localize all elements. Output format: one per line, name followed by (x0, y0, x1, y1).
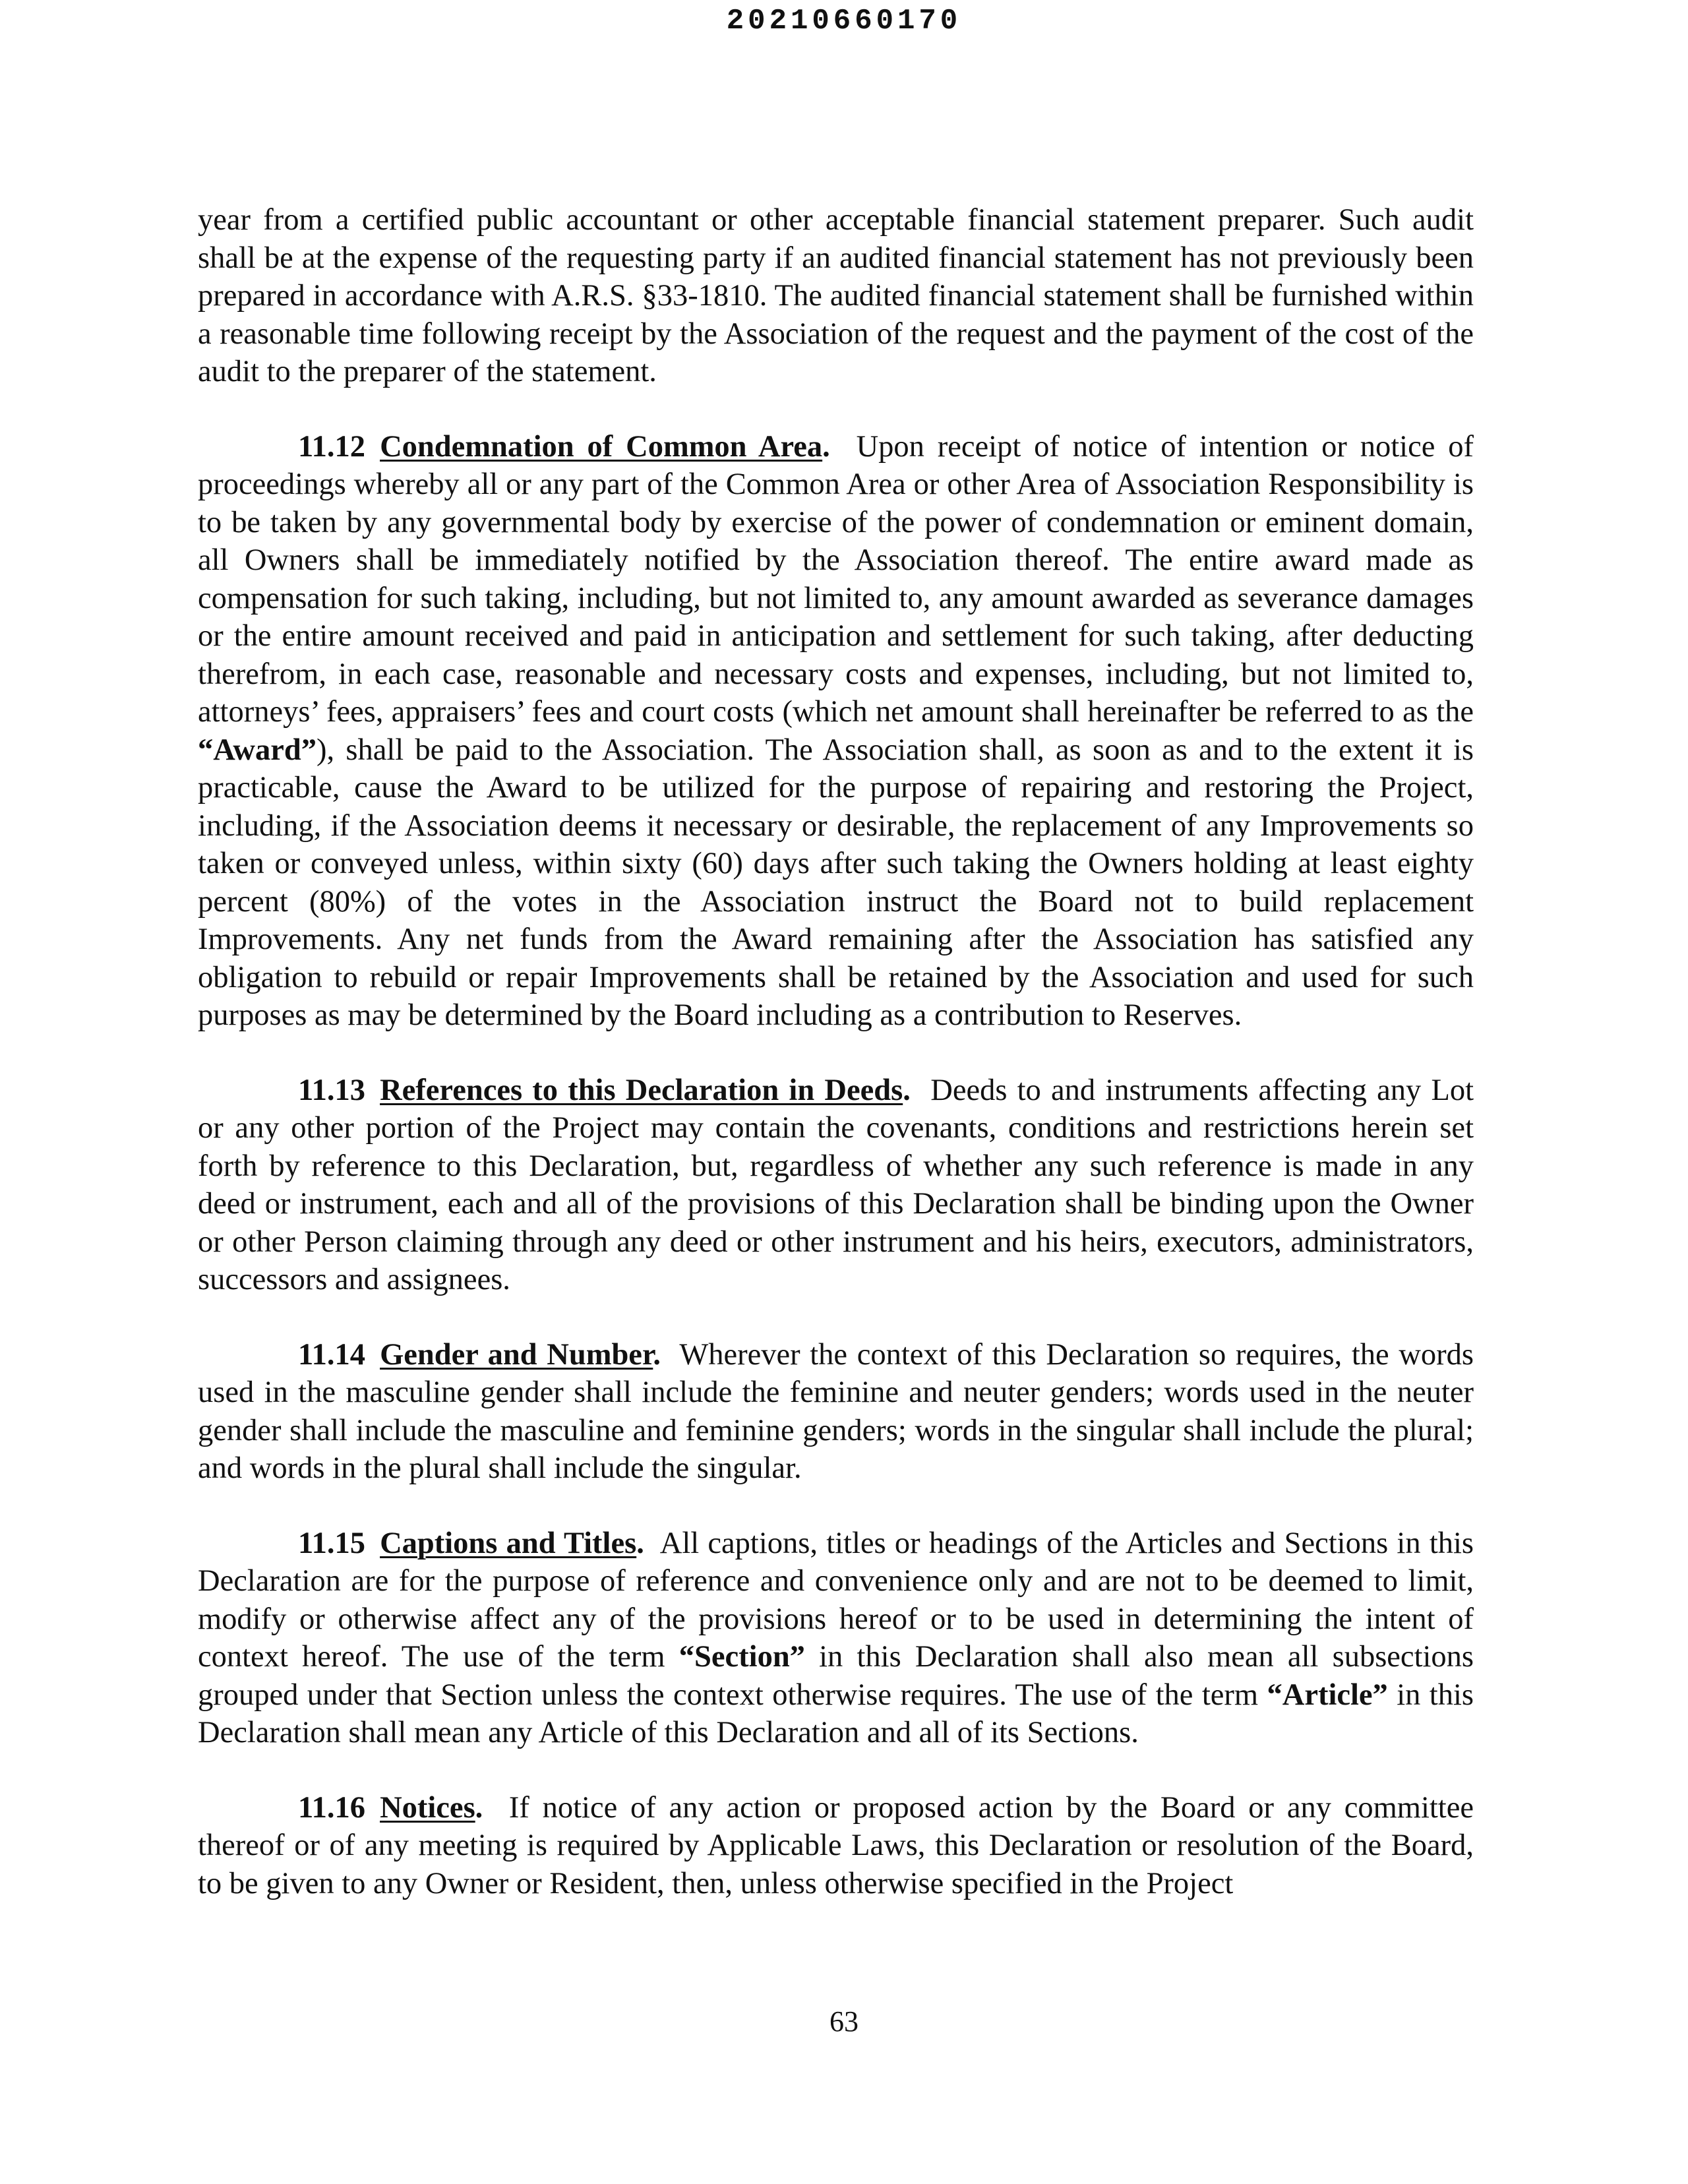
section-11-13: 11.13 References to this Declaration in Deeds. Deeds to and instruments affecting any Lot or any other portion of the Project may contain the covenants, conditions and restrictions herein set forth by reference to this Declaration, but, regardless of whether any such reference is made in any deed or instrument, each and all of the provisions of this Declaration shall be binding upon the Owner or other Person claiming through any deed or other instrument and his heirs, executors, administrators, successors and assignees. (198, 1073, 1474, 1296)
section-number: 11.16 (298, 1790, 366, 1825)
document-body (198, 201, 1474, 1939)
section-title: Gender and Number (380, 1337, 653, 1372)
defined-term: “Award” (198, 733, 316, 767)
section-title: References to this Declaration in Deeds (380, 1073, 903, 1107)
section-title: Notices (380, 1790, 475, 1825)
page-number: 63 (829, 2005, 859, 2038)
section-text: in this Declaration shall mean any Article of this Declaration and all of its Sections. (198, 1678, 1474, 1749)
section-text: If notice of any action or proposed action by the Board or any committee thereof or of any meeting is required by Applicable Laws, this Declaration or resolution of the Board, to be given to any Owner or Resident, then, unless otherwise specified in the Project (198, 1790, 1474, 1900)
section-text: Upon receipt of notice of intention or notice of proceedings whereby all or any part of the Common Area or other Area of Association Responsibility is to be taken by any governmental body by exercise of the power of condemnation or eminent domain, all Owners shall be immediately notified by the Association thereof. The entire award made as compensation for such taking, including, but not limited to, any amount awarded as severance damages or the entire amount received and paid in anticipation and settlement for such taking, after deducting therefrom, in each case, reasonable and necessary costs and expenses, including, but not limited to, attorneys’ fees, appraisers’ fees and court costs (which net amount shall hereinafter be referred to as the (198, 429, 1474, 729)
section-title: Condemnation of Common Area (380, 429, 823, 464)
section-text: Wherever the context of this Declaration so requires, the words used in the masculine gender shall include the feminine and neuter genders; words used in the neuter gender shall include the masculine and feminine genders; words in the singular shall include the plural; and words in the plural shall include the singular. (198, 1337, 1474, 1485)
section-number: 11.14 (298, 1337, 366, 1372)
defined-term: “Section” (678, 1640, 805, 1674)
recording-number: 20210660170 (726, 5, 962, 38)
section-11-14: 11.14 Gender and Number. Wherever the context of this Declaration so requires, the words used in the masculine gender shall include the feminine and neuter genders; words used in the neuter gender shall include the masculine and feminine genders; words in the singular shall include the plural; and words in the plural shall include the singular. (198, 1337, 1474, 1485)
section-text: Deeds to and instruments affecting any Lot or any other portion of the Project may contain the covenants, conditions and restrictions herein set forth by reference to this Declaration, but, regardless of whether any such reference is made in any deed or instrument, each and all of the provisions of this Declaration shall be binding upon the Owner or other Person claiming through any deed or other instrument and his heirs, executors, administrators, successors and assignees. (198, 1073, 1474, 1296)
section-11-16: 11.16 Notices. If notice of any action or proposed action by the Board or any committee thereof or of any meeting is required by Applicable Laws, this Declaration or resolution of the Board, to be given to any Owner or Resident, then, unless otherwise specified in the Project (198, 1790, 1474, 1900)
section-text: All captions, titles or headings of the Articles and Sections in this Declaration are for the purpose of reference and convenience only and are not to be deemed to limit, modify or otherwise affect any of the provisions hereof or to be used in determining the intent of context hereof. The use of the term (198, 1526, 1474, 1674)
section-number: 11.13 (298, 1073, 366, 1107)
continuation-paragraph (198, 201, 1474, 391)
section-11-12: 11.12 Condemnation of Common Area. Upon receipt of notice of intention or notice of proceedings whereby all or any part of the Common Area or other Area of Association Responsibility is to be taken by any governmental body by exercise of the power of condemnation or eminent domain, all Owners shall be immediately notified by the Association thereof. The entire award made as compensation for such taking, including, but not limited to, any amount awarded as severance damages or the entire amount received and paid in anticipation and settlement for such taking, after deducting therefrom, in each case, reasonable and necessary costs and expenses, including, but not limited to, attorneys’ fees, appraisers’ fees and court costs (which net amount shall hereinafter be referred to as the “Award”), shall be paid to the Association. The Association shall, as soon as and to the extent it is practicable, cause the Award to be utilized for the purpose of repairing and restoring the Project, including, if the Association deems it necessary or desirable, the replacement of any Improvements so taken or conveyed unless, within sixty (60) days after such taking the Owners holding at least eighty percent (80%) of the votes in the Association instruct the Board not to build replacement Improvements. Any net funds from the Award remaining after the Association has satisfied any obligation to rebuild or repair Improvements shall be retained by the Association and used for such purposes as may be determined by the Board including as a contribution to Reserves. (198, 429, 1474, 1032)
paragraph-text: year from a certified public accountant or other acceptable financial statement preparer. Such audit shall be at the expense of the requesting party if an audited financial statement has not previously been prepared in accordance with A.R.S. §33-1810. The audited financial statement shall be furnished within a reasonable time following receipt by the Association of the request and the payment of the cost of the audit to the preparer of the statement. (198, 203, 1474, 388)
section-text: ), shall be paid to the Association. The Association shall, as soon as and to the extent it is practicable, cause the Award to be utilized for the purpose of repairing and restoring the Project, including, if the Association deems it necessary or desirable, the replacement of any Improvements so taken or conveyed unless, within sixty (60) days after such taking the Owners holding at least eighty percent (80%) of the votes in the Association instruct the Board not to build replacement Improvements. Any net funds from the Award remaining after the Association has satisfied any obligation to rebuild or repair Improvements shall be retained by the Association and used for such purposes as may be determined by the Board including as a contribution to Reserves. (198, 733, 1474, 1032)
section-number: 11.12 (298, 429, 366, 464)
section-title: Captions and Titles (380, 1526, 637, 1560)
section-11-15: 11.15 Captions and Titles. All captions, titles or headings of the Articles and Sections in this Declaration are for the purpose of reference and convenience only and are not to be deemed to limit, modify or otherwise affect any of the provisions hereof or to be used in determining the intent of context hereof. The use of the term “Section” in this Declaration shall also mean all subsections grouped under that Section unless the context otherwise requires. The use of the term “Article” in this Declaration shall mean any Article of this Declaration and all of its Sections. (198, 1526, 1474, 1749)
defined-term: “Article” (1267, 1678, 1388, 1712)
section-number: 11.15 (298, 1526, 366, 1560)
section-text: in this Declaration shall also mean all subsections grouped under that Section unless the context otherwise requires. The use of the term (198, 1640, 1474, 1712)
